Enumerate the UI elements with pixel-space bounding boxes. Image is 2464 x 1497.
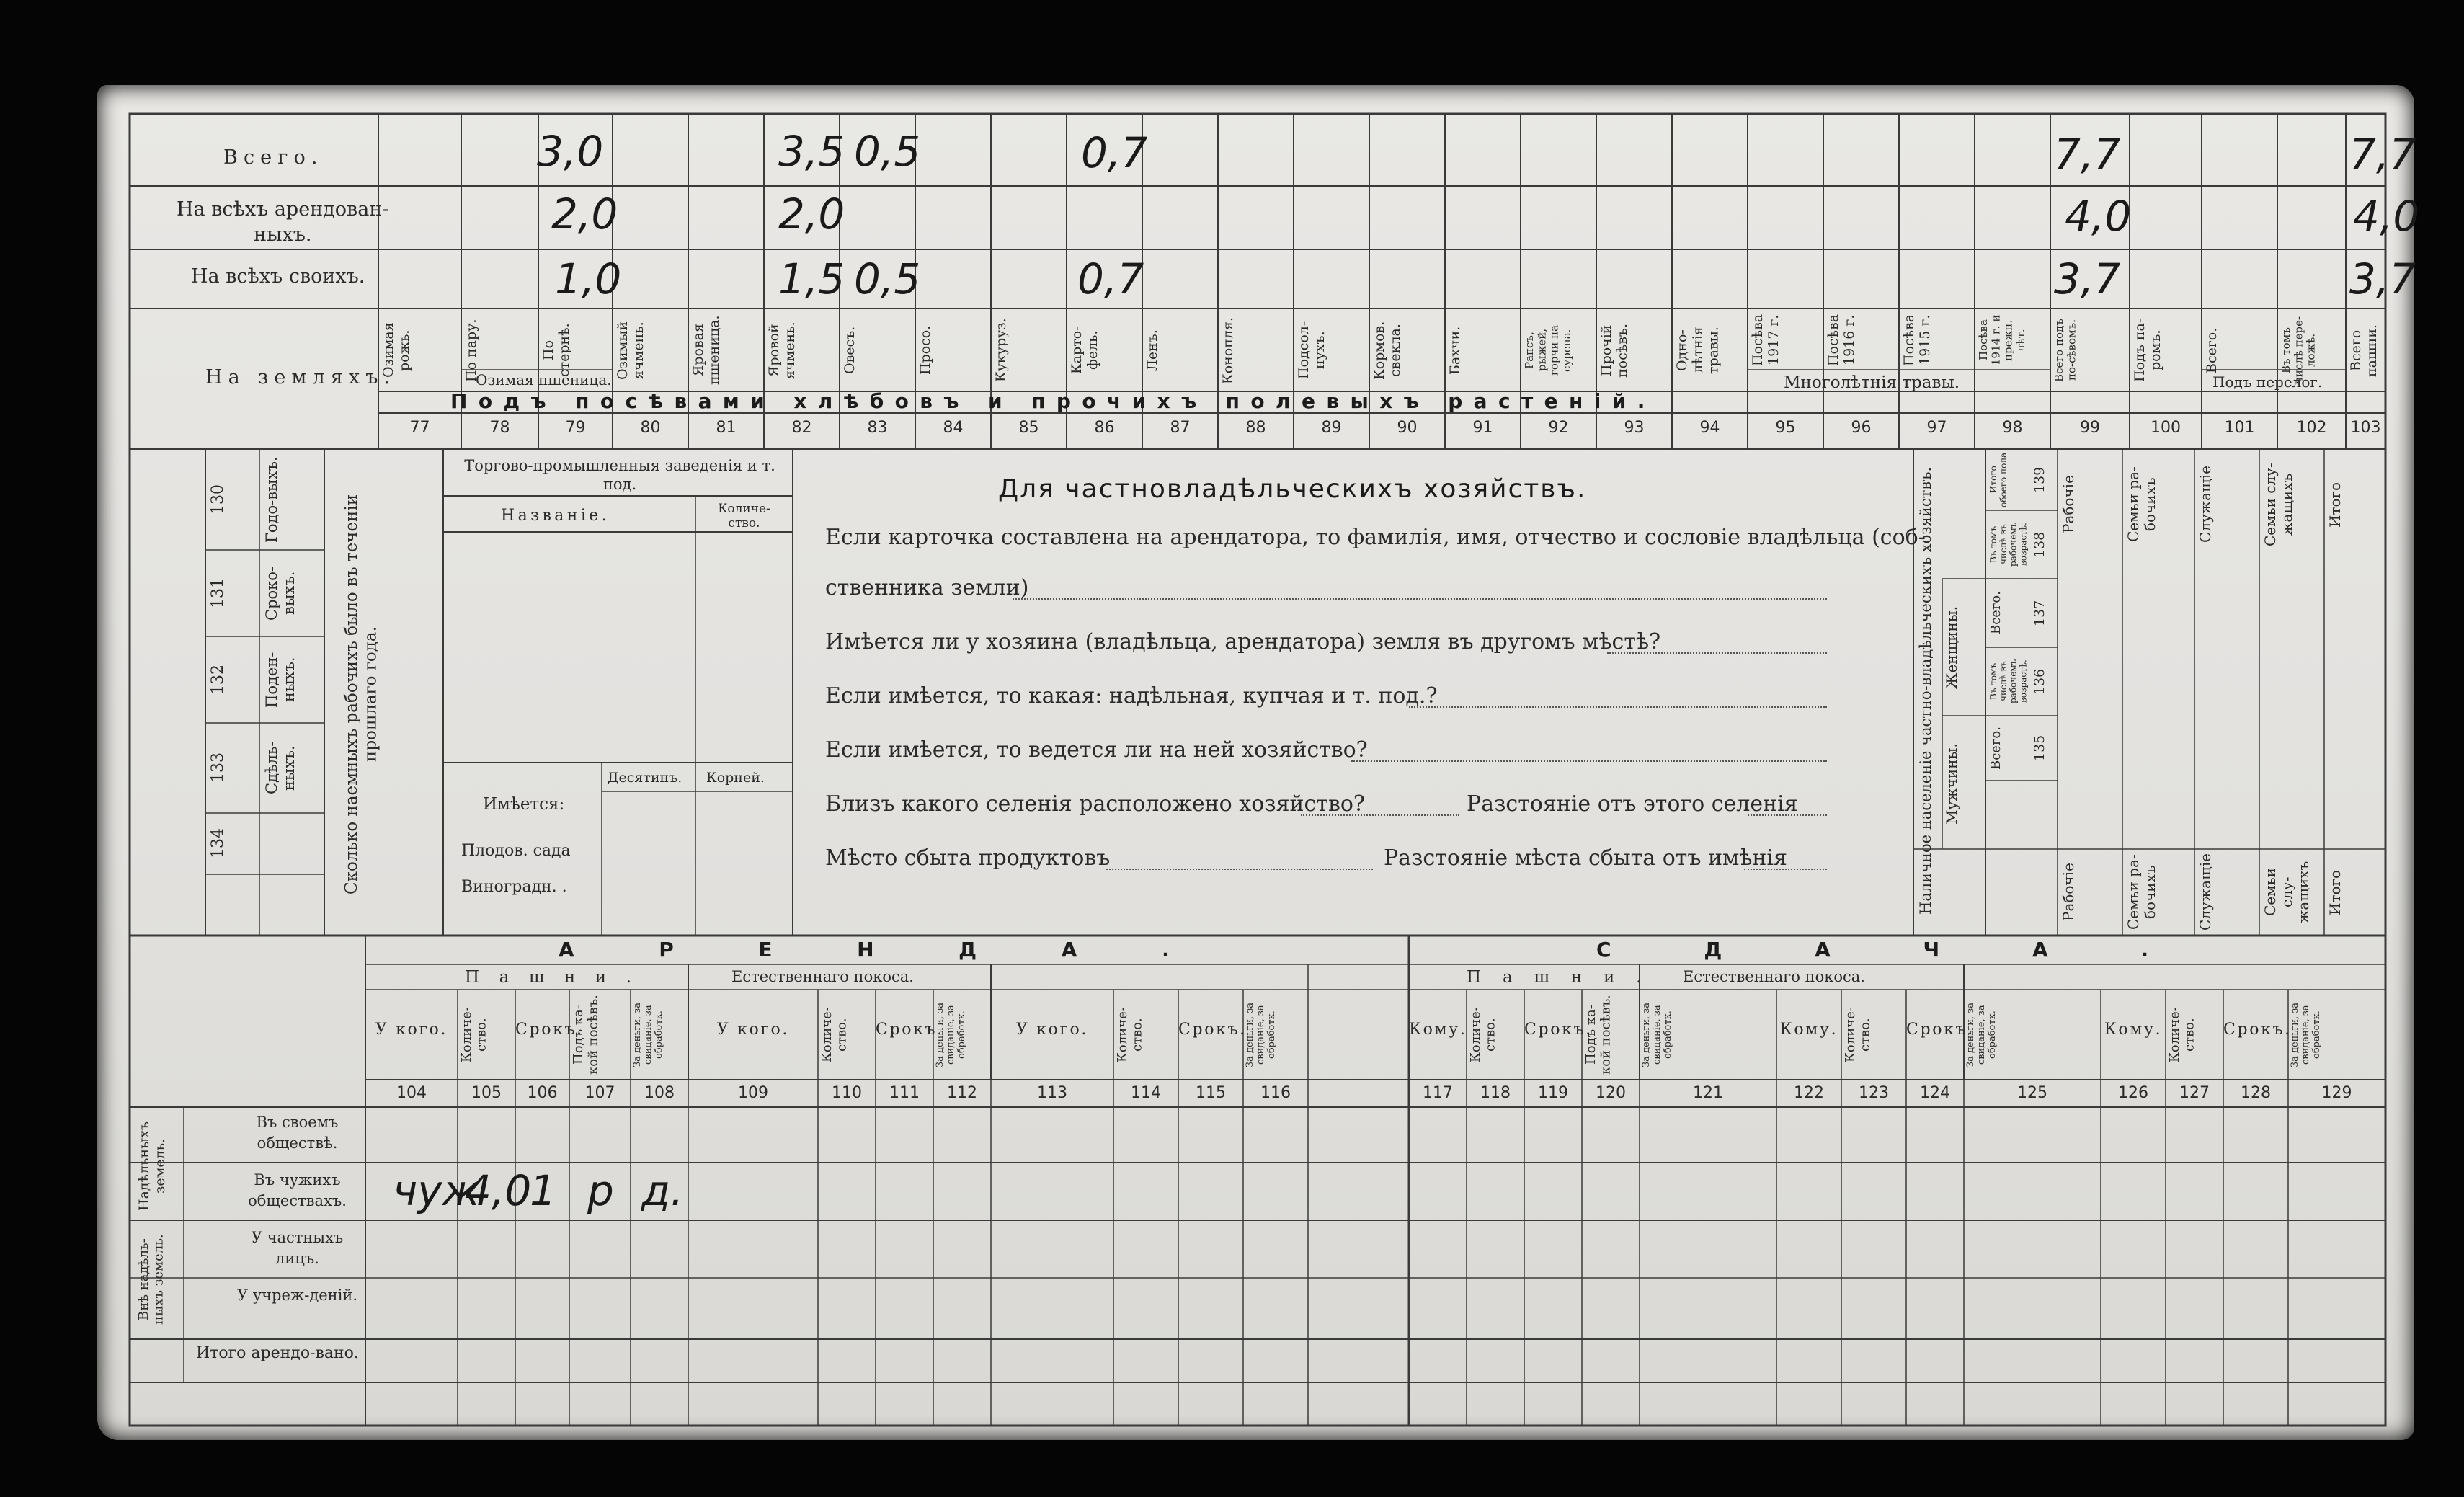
col-number-86: 86	[1094, 419, 1115, 437]
col-number-79: 79	[565, 419, 586, 437]
sdacha-sub-pashni: Пашни.	[1467, 968, 1663, 987]
bottom.arenda_cols-num-110: 110	[832, 1084, 862, 1102]
crop-header-97: Посѣва 1915 г.	[1901, 314, 1933, 366]
hw-rent-from: чуж	[393, 1166, 480, 1215]
crop-header-94: Одно-лѣтнія травы.	[1674, 327, 1722, 374]
crop-header-77: Озимая рожь.	[381, 322, 412, 378]
pop-col-label-138: Въ томъ числѣ въ рабочемъ возрастѣ.	[1988, 522, 2029, 567]
worker-col-bottom-2: Служащіе	[2197, 853, 2214, 931]
arenda-title: АРЕНДА.	[559, 938, 1255, 961]
hired-workers-title: Сколько наемныхъ рабочихъ было въ теченіи прошлаго года.	[342, 494, 381, 894]
col-number-90: 90	[1397, 419, 1418, 437]
question-6: Мѣсто сбыта продуктовъ	[825, 845, 1111, 871]
bottom.sdacha_cols-label-124: Срокъ.	[1906, 1021, 1975, 1039]
bottom.arenda_cols-label-108: За деньги, за свиданіе, за обработк.	[632, 1003, 664, 1068]
hw-total-79: 3,0	[537, 127, 604, 176]
hw-total-99: 7,7	[2054, 130, 2121, 179]
crop-header-85: Кукуруз.	[993, 318, 1009, 383]
bottom.arenda_cols-label-114: Количе-ство.	[1115, 1007, 1145, 1063]
col-number-96: 96	[1851, 419, 1872, 437]
hw-rent-103: 4,0	[2353, 192, 2420, 241]
worker-col-bottom-4: Итого	[2326, 869, 2344, 915]
bottom.sdacha_cols-num-128: 128	[2241, 1084, 2271, 1102]
bottom.sdacha_cols-label-126: Кому.	[2104, 1021, 2163, 1039]
hw-own-83: 0,5	[854, 254, 921, 303]
trade-col-name: Названіе.	[501, 507, 610, 525]
crop-header-102: Въ томъ числѣ пере-ложѣ.	[2280, 316, 2318, 385]
hired-row-num-132: 132	[209, 665, 227, 695]
crop-header-80: Озимый ячмень.	[615, 321, 646, 380]
group-label-perennial-grasses: Многолѣтнія травы.	[1784, 373, 1960, 392]
answer-line-6[interactable]	[1106, 869, 1373, 870]
hw-rent-qty: 4,0	[465, 1166, 532, 1215]
bottom.arenda_cols-label-106: Срокъ.	[515, 1021, 584, 1039]
crop-header-95: Посѣва 1917 г.	[1750, 314, 1782, 366]
crop-header-91: Бахчи.	[1447, 326, 1463, 375]
bottom.arenda_cols-label-109: У кого.	[716, 1021, 790, 1039]
bottom.arenda_cols-label-116: За деньги, за свиданіе, за обработк.	[1245, 1003, 1277, 1068]
row-other-society: Въ чужихъ обществахъ.	[248, 1171, 347, 1210]
crop-header-84: Просо.	[917, 325, 933, 376]
bottom.sdacha_cols-label-119: Срокъ.	[1524, 1021, 1593, 1039]
bottom.arenda_cols-num-112: 112	[947, 1084, 977, 1102]
crop-header-81: Яровая пшеница.	[690, 315, 722, 386]
pop-col-label-137: Всего.	[1988, 591, 2003, 635]
crop-header-96: Посѣва 1916 г.	[1825, 314, 1857, 366]
hw-rent-79: 2,0	[551, 190, 618, 239]
has-col-desiatin: Десятинъ.	[608, 770, 682, 786]
hired-row-label-133: Сдѣль-ныхъ.	[263, 741, 298, 795]
bottom.sdacha_cols-label-123: Количе-ство.	[1843, 1007, 1873, 1063]
worker-col-bottom-1: Семьи ра-бочихъ	[2125, 854, 2158, 930]
col-number-83: 83	[867, 419, 888, 437]
group-label-winter-wheat: Озимая пшеница.	[476, 371, 612, 388]
worker-col-top-4: Итого	[2326, 481, 2344, 528]
bottom.arenda_cols-num-107: 107	[584, 1084, 615, 1102]
worker-col-bottom-3: Семьи слу-жащихъ	[2261, 861, 2312, 924]
crop-header-93: Прочій посѣвъ.	[1598, 323, 1630, 378]
bottom.sdacha_cols-label-120: Подъ ка-кой посѣвъ.	[1583, 995, 1614, 1075]
answer-line-5b[interactable]	[1748, 814, 1827, 816]
has-col-roots: Корней.	[706, 770, 765, 786]
worker-col-top-2: Служащіе	[2197, 466, 2214, 543]
col-number-97: 97	[1926, 419, 1947, 437]
bottom.sdacha_cols-num-119: 119	[1538, 1084, 1568, 1102]
census-card-sheet	[97, 85, 2420, 1440]
col-number-89: 89	[1321, 419, 1342, 437]
has-row-orchard: Плодов. сада	[461, 842, 571, 860]
hw-rent-crop: р	[587, 1166, 614, 1215]
arenda-sub-pashni: Пашни.	[465, 968, 651, 987]
col-number-91: 91	[1472, 419, 1493, 437]
bottom.sdacha_cols-num-117: 117	[1423, 1084, 1453, 1102]
crop-header-82: Яровой ячмень.	[766, 321, 798, 379]
hired-row-label-131: Сроко-выхъ.	[263, 566, 298, 621]
hw-rent-82: 2,0	[778, 190, 845, 239]
pop-col-label-139: Итого обоего пола	[1988, 452, 2009, 507]
col-number-94: 94	[1699, 419, 1720, 437]
hired-row-num-133: 133	[209, 752, 227, 783]
crop-header-78: По пару.	[463, 319, 479, 382]
col-number-92: 92	[1548, 419, 1569, 437]
answer-line-4[interactable]	[1351, 760, 1827, 762]
hw-own-79: 1,0	[555, 254, 622, 303]
worker-col-top-3: Семьи слу-жащихъ	[2261, 463, 2295, 546]
crop-header-101: Всего.	[2204, 327, 2220, 373]
bottom.arenda_cols-num-115: 115	[1196, 1084, 1226, 1102]
hired-row-num-134: 134	[209, 828, 227, 859]
answer-line-2[interactable]	[1607, 652, 1827, 654]
hw-total-86: 0,7	[1081, 128, 1148, 177]
bottom.sdacha_cols-label-121: За деньги, за свиданіе, за обработк.	[1641, 1003, 1673, 1068]
crop-header-98: Посѣва 1914 г. и прежн. лѣт.	[1977, 314, 2027, 366]
has-row-vineyard: Виноградн. .	[461, 878, 567, 896]
crop-header-89: Подсол-нухъ.	[1296, 321, 1327, 380]
bottom.arenda_cols-label-105: Количе-ство.	[459, 1007, 489, 1063]
crop-header-86: Карто-фель.	[1069, 326, 1100, 375]
bottom.arenda_cols-num-104: 104	[396, 1084, 427, 1102]
worker-col-top-1: Семьи ра-бочихъ	[2125, 466, 2158, 543]
bottom.sdacha_cols-label-118: Количе-ство.	[1468, 1007, 1498, 1063]
bottom.sdacha_cols-num-124: 124	[1920, 1084, 1950, 1102]
col-number-81: 81	[716, 419, 737, 437]
bottom.sdacha_cols-label-117: Кому.	[1409, 1021, 1467, 1039]
crop-header-88: Конопля.	[1220, 316, 1236, 384]
hw-own-99: 3,7	[2054, 254, 2121, 303]
question-5-distance: Разстояніе отъ этого селенія	[1467, 791, 1798, 817]
pop-group-men: Мужчины.	[1943, 743, 1960, 825]
bottom.sdacha_cols-label-122: Кому.	[1779, 1021, 1838, 1039]
bottom.arenda_cols-num-114: 114	[1131, 1084, 1161, 1102]
question-4: Если имѣется, то ведется ли на ней хозяйство?	[825, 737, 1368, 763]
hw-own-82: 1,5	[778, 254, 845, 303]
bottom.sdacha_cols-label-129: За деньги, за свиданіе, за обработк.	[2290, 1003, 2322, 1068]
col-number-102: 102	[2296, 419, 2327, 437]
hired-row-num-130: 130	[209, 484, 227, 515]
bottom.arenda_cols-num-116: 116	[1260, 1084, 1291, 1102]
col-number-101: 101	[2224, 419, 2255, 437]
left-group-allotment: Надѣльныхъ земель.	[136, 1121, 168, 1212]
worker-col-top-0: Рабочіе	[2060, 475, 2077, 534]
bottom.sdacha_cols-num-129: 129	[2321, 1084, 2352, 1102]
bottom.sdacha_cols-num-121: 121	[1693, 1084, 1723, 1102]
bottom.arenda_cols-num-105: 105	[471, 1084, 502, 1102]
hw-rent-term: 1	[530, 1166, 556, 1215]
bottom.sdacha_cols-label-127: Количе-ство.	[2167, 1007, 2197, 1063]
pop-group-women: Женщины.	[1943, 605, 1960, 689]
crop-header-99: Всего подъ по-сѣвомъ.	[2052, 319, 2078, 382]
row-private-persons: У частныхъ лицъ.	[251, 1229, 344, 1268]
row-label-rented: На всѣхъ арендован- ныхъ.	[177, 198, 389, 246]
col-number-103: 103	[2350, 419, 2381, 437]
hired-row-label-130: Годо-выхъ.	[263, 456, 280, 543]
bottom.arenda_cols-label-115: Срокъ.	[1178, 1021, 1247, 1039]
bottom.arenda_cols-label-113: У кого.	[1015, 1021, 1089, 1039]
row-own-society: Въ своемъ обществѣ.	[256, 1114, 339, 1152]
sdacha-title: СДАЧА.	[1596, 938, 2241, 961]
col-number-78: 78	[489, 419, 510, 437]
bottom.arenda_cols-num-108: 108	[644, 1084, 675, 1102]
question-3: Если имѣется, то какая: надѣльная, купчая и т. под.?	[825, 683, 1438, 708]
col-number-82: 82	[791, 419, 812, 437]
bottom.arenda_cols-num-109: 109	[738, 1084, 768, 1102]
trade-col-qty: Количе-ство.	[718, 502, 770, 530]
left-group-non-allotment: Внѣ надѣль-ныхъ земель.	[136, 1234, 166, 1325]
row-total-rented: Итого арендо-вано.	[196, 1344, 359, 1362]
crop-header-90: Кормов. свекла.	[1371, 321, 1403, 380]
crop-header-87: Ленъ.	[1144, 329, 1160, 371]
col-number-93: 93	[1624, 419, 1645, 437]
col-number-100: 100	[2151, 419, 2181, 437]
bottom.sdacha_cols-num-123: 123	[1859, 1084, 1889, 1102]
trade-title: Торгово-промышленныя заведенія и т. под.	[464, 457, 775, 494]
crop-header-79: По стернѣ.	[541, 323, 572, 378]
question-6-distance: Разстояніе мѣста сбыта отъ имѣнія	[1384, 845, 1787, 871]
question-5: Близъ какого селенія расположено хозяйство?	[825, 791, 1365, 817]
answer-line-1[interactable]	[1013, 598, 1827, 600]
sdacha-sub-pokos: Естественнаго покоса.	[1683, 968, 1865, 985]
bottom.sdacha_cols-num-118: 118	[1480, 1084, 1511, 1102]
col-number-87: 87	[1170, 419, 1191, 437]
bottom.arenda_cols-num-106: 106	[527, 1084, 558, 1102]
col-number-77: 77	[409, 419, 430, 437]
hw-total-82: 3,5	[778, 127, 845, 176]
pop-col-label-135: Всего.	[1988, 727, 2003, 770]
bottom.sdacha_cols-num-127: 127	[2179, 1084, 2210, 1102]
bottom.arenda_cols-label-110: Количе-ство.	[819, 1007, 850, 1063]
hired-row-label-132: Поден-ныхъ.	[263, 652, 298, 708]
hw-total-103: 7,7	[2349, 130, 2416, 179]
has-label: Имѣется:	[483, 795, 565, 814]
group-label-fallow: Подъ перелог.	[2212, 373, 2323, 391]
row-label-on-lands: На земляхъ.	[205, 366, 396, 388]
col-number-99: 99	[2080, 419, 2100, 437]
question-1b: ственника земли)	[825, 575, 1029, 600]
crop-header-92: Рапсъ, рыжей, горчи на сурепа.	[1523, 324, 1573, 376]
population-title: Наличное населеніе частно-владѣльческихъ хозяйствъ.	[1917, 466, 1934, 915]
row-label-total: Всего.	[223, 146, 324, 169]
pop-col-num-135: 135	[2032, 734, 2047, 762]
hw-own-86: 0,7	[1077, 254, 1144, 303]
bottom.sdacha_cols-label-125: За деньги, за свиданіе, за обработк.	[1965, 1003, 1998, 1068]
pop-col-num-136: 136	[2032, 668, 2047, 695]
question-2: Имѣется ли у хозяина (владѣльца, арендатора) земля въ другомъ мѣстѣ?	[825, 629, 1661, 654]
hw-rent-pay: д.	[641, 1166, 684, 1215]
hw-rent-99: 4,0	[2065, 192, 2132, 241]
crop-header-100: Подъ па-ромъ.	[2132, 318, 2163, 383]
answer-line-3[interactable]	[1409, 706, 1827, 708]
row-institutions: У учреж-деній.	[236, 1287, 358, 1304]
pop-col-num-137: 137	[2032, 600, 2047, 626]
question-1a: Если карточка составлена на арендатора, то фамилія, имя, отчество и сословіе владѣльца (соб-	[825, 525, 1926, 550]
bottom.arenda_cols-label-104: У кого.	[375, 1021, 448, 1039]
bottom.sdacha_cols-num-125: 125	[2017, 1084, 2047, 1102]
crop-header-103: Всего пашни.	[2348, 324, 2380, 377]
bottom.arenda_cols-label-112: За деньги, за свиданіе, за обработк.	[935, 1003, 967, 1068]
bottom.arenda_cols-num-111: 111	[889, 1084, 920, 1102]
arenda-sub-pokos: Естественнаго покоса.	[731, 968, 914, 985]
col-number-98: 98	[2002, 419, 2023, 437]
hw-total-83: 0,5	[854, 127, 921, 176]
row-label-own: На всѣхъ своихъ.	[191, 265, 365, 288]
bottom.sdacha_cols-label-128: Срокъ.	[2223, 1021, 2292, 1039]
bottom.sdacha_cols-num-120: 120	[1596, 1084, 1626, 1102]
pop-col-label-136: Въ томъ числѣ въ рабочемъ возрастѣ.	[1988, 659, 2029, 704]
hw-own-103: 3,7	[2349, 254, 2416, 303]
hired-row-num-131: 131	[209, 578, 227, 608]
private-holdings-title: Для частновладѣльческихъ хозяйствъ.	[998, 474, 1587, 504]
bottom.sdacha_cols-num-122: 122	[1794, 1084, 1824, 1102]
col-number-85: 85	[1018, 419, 1039, 437]
crop-header-83: Овесъ.	[842, 326, 858, 375]
pop-col-num-138: 138	[2032, 531, 2047, 558]
bottom.arenda_cols-num-113: 113	[1037, 1084, 1067, 1102]
col-number-88: 88	[1245, 419, 1266, 437]
bottom.arenda_cols-label-111: Срокъ.	[876, 1021, 944, 1039]
col-number-80: 80	[640, 419, 661, 437]
answer-line-6b[interactable]	[1744, 869, 1827, 870]
col-number-84: 84	[943, 419, 964, 437]
answer-line-5[interactable]	[1301, 814, 1459, 816]
worker-col-bottom-0: Рабочіе	[2060, 863, 2077, 922]
band-title: Подъ посѣвами хлѣбовъ и прочихъ полевыхъ растеній.	[450, 389, 1656, 413]
col-number-95: 95	[1775, 419, 1796, 437]
pop-col-num-139: 139	[2032, 466, 2047, 493]
bottom.sdacha_cols-num-126: 126	[2118, 1084, 2148, 1102]
bottom.arenda_cols-label-107: Подъ ка-кой посѣвъ.	[571, 995, 601, 1075]
